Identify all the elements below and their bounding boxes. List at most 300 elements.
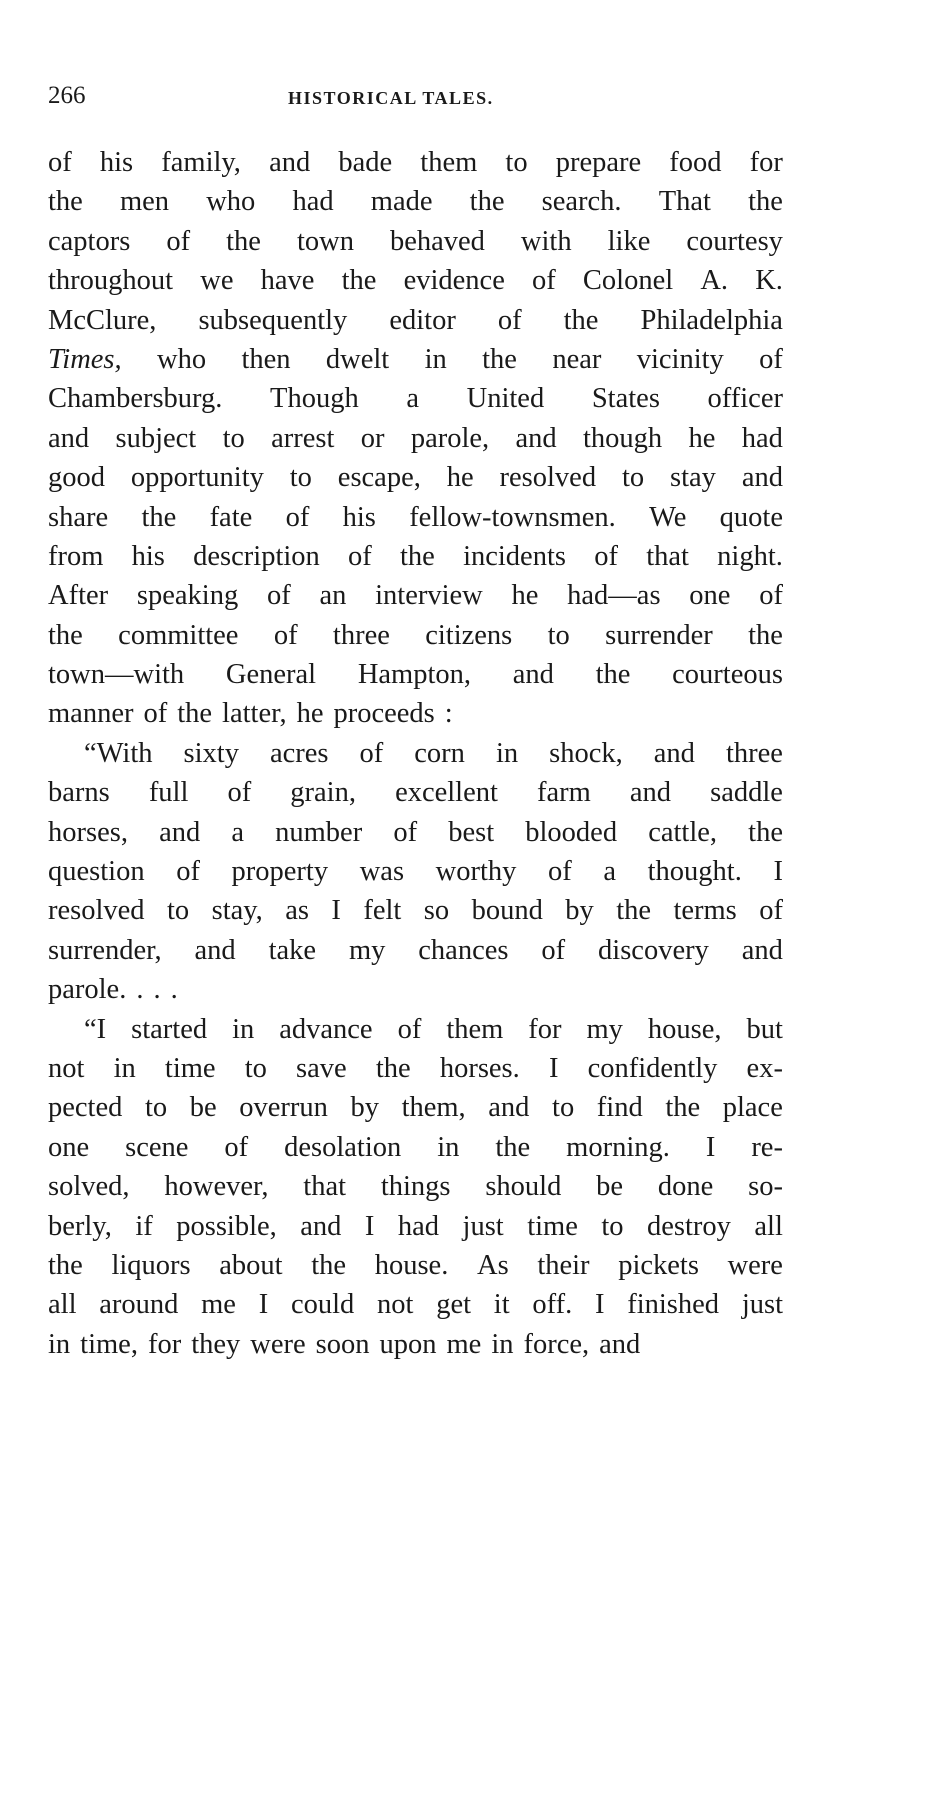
word: surrender, bbox=[48, 934, 162, 966]
word: excellent bbox=[395, 777, 498, 809]
word: by bbox=[350, 1092, 379, 1124]
text-line bbox=[48, 1246, 783, 1285]
word: force, bbox=[523, 1328, 590, 1360]
word: . bbox=[170, 974, 178, 1006]
word: so bbox=[423, 895, 450, 927]
word: off. bbox=[532, 1289, 573, 1321]
word: his bbox=[99, 147, 134, 178]
word: evidence bbox=[403, 265, 505, 297]
word: could bbox=[290, 1289, 355, 1321]
text-line bbox=[48, 931, 783, 970]
word: just bbox=[462, 1210, 504, 1242]
word: the bbox=[748, 619, 783, 651]
word: to bbox=[601, 1210, 624, 1242]
word: subject bbox=[115, 422, 197, 454]
word: fellow-townsmen. bbox=[409, 501, 616, 533]
word: editor bbox=[389, 304, 456, 336]
word: : bbox=[444, 698, 453, 730]
word: destroy bbox=[647, 1210, 731, 1242]
word: to bbox=[505, 147, 528, 178]
word: solved, bbox=[48, 1171, 130, 1203]
word: started bbox=[131, 1013, 208, 1045]
word: to bbox=[167, 895, 190, 927]
word: citizens bbox=[425, 619, 513, 651]
word: all bbox=[48, 1289, 77, 1321]
word: search. bbox=[541, 186, 622, 218]
word: if bbox=[135, 1210, 153, 1242]
text-line bbox=[48, 301, 783, 340]
word: pickets bbox=[618, 1249, 699, 1281]
word: That bbox=[658, 186, 711, 218]
word: their bbox=[537, 1249, 590, 1281]
word: however, bbox=[164, 1171, 269, 1203]
word: I bbox=[258, 1289, 269, 1321]
word: dwelt bbox=[325, 343, 390, 375]
word: he bbox=[296, 698, 324, 730]
word: of bbox=[273, 619, 298, 651]
word: opportunity bbox=[130, 462, 264, 494]
word: be bbox=[596, 1171, 624, 1203]
word: Philadelphia bbox=[640, 304, 783, 336]
word: time, bbox=[80, 1328, 138, 1360]
word: for bbox=[749, 147, 783, 178]
text-line bbox=[48, 694, 783, 733]
word: and bbox=[741, 462, 783, 494]
word: so- bbox=[748, 1171, 783, 1203]
word: and bbox=[194, 934, 236, 966]
word: overrun bbox=[239, 1092, 328, 1124]
word: barns bbox=[48, 777, 110, 809]
word: and bbox=[300, 1210, 342, 1242]
word: interview bbox=[375, 580, 483, 612]
word: officer bbox=[707, 383, 783, 415]
word: and bbox=[515, 422, 557, 454]
text-line bbox=[48, 1088, 783, 1127]
word: “With bbox=[84, 737, 153, 769]
word: of bbox=[759, 580, 783, 612]
text-line bbox=[48, 261, 783, 300]
word: he bbox=[688, 422, 716, 454]
word: with bbox=[520, 225, 572, 257]
word: to bbox=[222, 422, 245, 454]
word: we bbox=[200, 265, 234, 297]
text-line bbox=[48, 182, 783, 221]
word: the bbox=[141, 501, 177, 533]
word: stay bbox=[670, 462, 716, 494]
word: the bbox=[375, 1052, 411, 1084]
word: . bbox=[136, 974, 144, 1006]
word: Chambersburg. bbox=[48, 383, 223, 415]
word: Though bbox=[270, 383, 359, 415]
word: not bbox=[48, 1052, 85, 1084]
word: After bbox=[48, 580, 109, 612]
word: of bbox=[166, 225, 191, 257]
word: of bbox=[359, 737, 384, 769]
word: I bbox=[594, 1289, 605, 1321]
word: incidents bbox=[463, 540, 566, 572]
word: number bbox=[275, 816, 363, 848]
word: ex- bbox=[746, 1052, 783, 1084]
word: bade bbox=[338, 147, 393, 178]
word: confidently bbox=[587, 1052, 718, 1084]
word: bound bbox=[471, 895, 543, 927]
word: the bbox=[341, 265, 377, 297]
word: made bbox=[370, 186, 433, 218]
word: had bbox=[397, 1210, 440, 1242]
word: me bbox=[446, 1328, 482, 1360]
word: and bbox=[488, 1092, 530, 1124]
word: who bbox=[206, 186, 256, 218]
word: morning. bbox=[566, 1131, 670, 1163]
word: three bbox=[725, 737, 783, 769]
word: but bbox=[746, 1013, 783, 1045]
word: a bbox=[603, 856, 617, 888]
word: things bbox=[380, 1171, 451, 1203]
word: and bbox=[512, 659, 554, 691]
word: save bbox=[296, 1052, 347, 1084]
word: the bbox=[177, 698, 213, 730]
word: for bbox=[528, 1013, 562, 1045]
word: one bbox=[689, 580, 731, 612]
word: blooded bbox=[525, 816, 618, 848]
word: to bbox=[244, 1052, 267, 1084]
word: worthy bbox=[435, 856, 517, 888]
text-line bbox=[48, 143, 783, 182]
word: I bbox=[773, 856, 783, 888]
text-line bbox=[48, 1010, 783, 1049]
word: had bbox=[741, 422, 783, 454]
word: saddle bbox=[710, 777, 783, 809]
word: were bbox=[250, 1328, 306, 1360]
word: A. bbox=[700, 265, 729, 297]
word: “I bbox=[84, 1013, 107, 1045]
word: manner bbox=[48, 698, 134, 730]
word: were bbox=[727, 1249, 783, 1281]
word: parole, bbox=[410, 422, 490, 454]
word: of bbox=[285, 501, 310, 533]
word: of bbox=[176, 856, 200, 888]
word: done bbox=[657, 1171, 714, 1203]
word: place bbox=[722, 1092, 783, 1124]
word: of bbox=[224, 1131, 249, 1163]
word: to bbox=[289, 462, 312, 494]
text-line bbox=[48, 734, 783, 773]
word: to bbox=[547, 619, 570, 651]
word: discovery bbox=[598, 934, 709, 966]
word: three bbox=[332, 619, 390, 651]
word: speaking bbox=[136, 580, 239, 612]
paragraph bbox=[48, 734, 783, 1010]
word: around bbox=[99, 1289, 179, 1321]
word: a bbox=[231, 816, 245, 848]
word: all bbox=[754, 1210, 783, 1242]
word: As bbox=[476, 1249, 509, 1281]
word: of bbox=[143, 698, 168, 730]
word: house, bbox=[647, 1013, 722, 1045]
word: as bbox=[285, 895, 309, 927]
word: prepare bbox=[555, 147, 642, 178]
word: my bbox=[348, 934, 386, 966]
text-line bbox=[48, 419, 783, 458]
word: not bbox=[377, 1289, 414, 1321]
word: me bbox=[201, 1289, 236, 1321]
word: to bbox=[621, 462, 645, 494]
text-line bbox=[48, 891, 783, 930]
word: fate bbox=[209, 501, 253, 533]
word: men bbox=[119, 186, 170, 218]
word: pected bbox=[48, 1092, 123, 1124]
page-number: 266 bbox=[48, 82, 86, 109]
word: find bbox=[596, 1092, 643, 1124]
word: time bbox=[527, 1210, 578, 1242]
word: good bbox=[48, 462, 105, 494]
word: K. bbox=[755, 265, 783, 297]
word: corn bbox=[414, 737, 465, 769]
word: time bbox=[164, 1052, 216, 1084]
text-line bbox=[48, 773, 783, 812]
word: vicinity bbox=[636, 343, 724, 375]
word: the bbox=[48, 619, 83, 651]
word: We bbox=[649, 501, 687, 533]
word: in bbox=[437, 1131, 460, 1163]
word: an bbox=[319, 580, 347, 612]
word: the bbox=[665, 1092, 701, 1124]
word: upon bbox=[379, 1328, 437, 1360]
word: one bbox=[48, 1131, 90, 1163]
word: terms bbox=[673, 895, 737, 927]
word: near bbox=[552, 343, 602, 375]
word: committee bbox=[118, 619, 239, 651]
word: food bbox=[669, 147, 722, 178]
word: share bbox=[48, 501, 109, 533]
word: courteous bbox=[672, 659, 783, 691]
word: in bbox=[232, 1013, 255, 1045]
word: and bbox=[48, 422, 90, 454]
word: General bbox=[225, 659, 317, 691]
text-line bbox=[48, 340, 783, 379]
word: McClure, bbox=[48, 304, 157, 336]
body-text bbox=[48, 143, 783, 1364]
word: should bbox=[485, 1171, 562, 1203]
word: who bbox=[157, 343, 207, 375]
word: re- bbox=[751, 1131, 783, 1163]
word: house. bbox=[374, 1249, 449, 1281]
word: shock, bbox=[549, 737, 623, 769]
text-line bbox=[48, 655, 783, 694]
word: throughout bbox=[48, 265, 174, 297]
word: and bbox=[629, 777, 672, 809]
word: the bbox=[469, 186, 505, 218]
text-line bbox=[48, 498, 783, 537]
word: of bbox=[266, 580, 291, 612]
word: in bbox=[495, 737, 519, 769]
word: about bbox=[219, 1249, 283, 1281]
word: a bbox=[406, 383, 419, 415]
word: the bbox=[563, 304, 599, 336]
word: them, bbox=[401, 1092, 466, 1124]
text-line bbox=[48, 1285, 783, 1324]
word: had—as bbox=[567, 580, 661, 612]
word: get bbox=[436, 1289, 472, 1321]
word: property bbox=[231, 856, 329, 888]
word: have bbox=[260, 265, 315, 297]
word: that bbox=[646, 540, 689, 572]
word: it bbox=[493, 1289, 510, 1321]
word: was bbox=[359, 856, 405, 888]
word: in bbox=[424, 343, 447, 375]
word: surrender bbox=[605, 619, 713, 651]
word: liquors bbox=[111, 1249, 191, 1281]
word: in bbox=[113, 1052, 136, 1084]
word: the bbox=[48, 1249, 83, 1281]
word: the bbox=[495, 1131, 531, 1163]
word: farm bbox=[537, 777, 591, 809]
word: best bbox=[448, 816, 495, 848]
word: then bbox=[241, 343, 291, 375]
word: he bbox=[511, 580, 539, 612]
word: proceeds bbox=[333, 698, 435, 730]
word: from bbox=[48, 540, 104, 572]
word: and bbox=[653, 737, 695, 769]
word: latter, bbox=[222, 698, 287, 730]
word: scene bbox=[125, 1131, 189, 1163]
word: soon bbox=[315, 1328, 370, 1360]
word: horses, bbox=[48, 816, 128, 848]
text-line bbox=[48, 1128, 783, 1167]
word: and bbox=[741, 934, 783, 966]
word: the bbox=[311, 1249, 347, 1281]
word: to bbox=[144, 1092, 168, 1124]
word: the bbox=[748, 186, 783, 218]
word: grain, bbox=[290, 777, 356, 809]
text-line bbox=[48, 458, 783, 497]
word: United bbox=[466, 383, 545, 415]
text-line bbox=[48, 1325, 783, 1364]
word: of bbox=[594, 540, 618, 572]
word: the bbox=[748, 816, 783, 848]
word: the bbox=[482, 343, 517, 375]
word: sixty bbox=[183, 737, 239, 769]
word: Hampton, bbox=[357, 659, 472, 691]
word: the bbox=[400, 540, 435, 572]
word: of bbox=[397, 1013, 422, 1045]
word: he bbox=[446, 462, 474, 494]
word: of bbox=[348, 540, 372, 572]
word: of bbox=[393, 816, 418, 848]
word: cattle, bbox=[648, 816, 718, 848]
word: be bbox=[189, 1092, 217, 1124]
word: of bbox=[759, 895, 783, 927]
word: Colonel bbox=[582, 265, 674, 297]
text-line bbox=[48, 576, 783, 615]
word: had bbox=[292, 186, 334, 218]
word: States bbox=[591, 383, 660, 415]
word: I bbox=[364, 1210, 375, 1242]
word: stay, bbox=[211, 895, 263, 927]
word: his bbox=[342, 501, 376, 533]
word: horses. bbox=[439, 1052, 520, 1084]
word: Times, bbox=[48, 343, 122, 375]
text-line bbox=[48, 537, 783, 576]
word: they bbox=[191, 1328, 241, 1360]
word: courtesy bbox=[686, 225, 783, 257]
word: family, bbox=[161, 147, 241, 178]
text-line bbox=[48, 379, 783, 418]
word: escape, bbox=[337, 462, 421, 494]
word: behaved bbox=[389, 225, 485, 257]
word: I bbox=[548, 1052, 559, 1084]
text-line bbox=[48, 222, 783, 261]
word: advance bbox=[279, 1013, 373, 1045]
word: of bbox=[532, 265, 556, 297]
word: of bbox=[548, 856, 572, 888]
word: by bbox=[565, 895, 594, 927]
word: finished bbox=[627, 1289, 720, 1321]
word: and bbox=[159, 816, 201, 848]
word: parole. bbox=[48, 974, 127, 1006]
word: description bbox=[193, 540, 320, 572]
page-header bbox=[48, 82, 783, 122]
word: chances bbox=[418, 934, 509, 966]
word: and bbox=[599, 1328, 641, 1360]
word: quote bbox=[719, 501, 783, 533]
word: the bbox=[616, 895, 652, 927]
word: . bbox=[153, 974, 161, 1006]
word: resolved bbox=[48, 895, 145, 927]
text-line bbox=[48, 616, 783, 655]
word: resolved bbox=[499, 462, 597, 494]
word: take bbox=[268, 934, 317, 966]
word: in bbox=[491, 1328, 514, 1360]
text-line bbox=[48, 970, 783, 1009]
running-title: HISTORICAL TALES. bbox=[288, 88, 494, 108]
word: night. bbox=[717, 540, 783, 572]
word: felt bbox=[363, 895, 402, 927]
word: town—with bbox=[48, 659, 185, 691]
word: to bbox=[552, 1092, 575, 1124]
text-line bbox=[48, 1167, 783, 1206]
word: his bbox=[131, 540, 165, 572]
word: like bbox=[607, 225, 651, 257]
paragraph bbox=[48, 1010, 783, 1365]
word: just bbox=[741, 1289, 783, 1321]
word: of bbox=[541, 934, 566, 966]
word: desolation bbox=[284, 1131, 402, 1163]
word: subsequently bbox=[198, 304, 348, 336]
word: or bbox=[360, 422, 385, 454]
word: question bbox=[48, 856, 145, 888]
word: and bbox=[269, 147, 311, 178]
word: captors bbox=[48, 225, 131, 257]
word: them bbox=[446, 1013, 504, 1045]
word: my bbox=[586, 1013, 623, 1045]
word: berly, bbox=[48, 1210, 112, 1242]
word: I bbox=[331, 895, 341, 927]
word: in bbox=[48, 1328, 71, 1360]
word: of bbox=[227, 777, 252, 809]
word: for bbox=[147, 1328, 182, 1360]
word: though bbox=[583, 422, 663, 454]
word: of bbox=[497, 304, 522, 336]
text-line bbox=[48, 852, 783, 891]
word: that bbox=[303, 1171, 347, 1203]
word: town bbox=[296, 225, 354, 257]
text-line bbox=[48, 1049, 783, 1088]
paragraph bbox=[48, 143, 783, 734]
word: I bbox=[705, 1131, 716, 1163]
word: full bbox=[148, 777, 189, 809]
word: thought. bbox=[647, 856, 742, 888]
